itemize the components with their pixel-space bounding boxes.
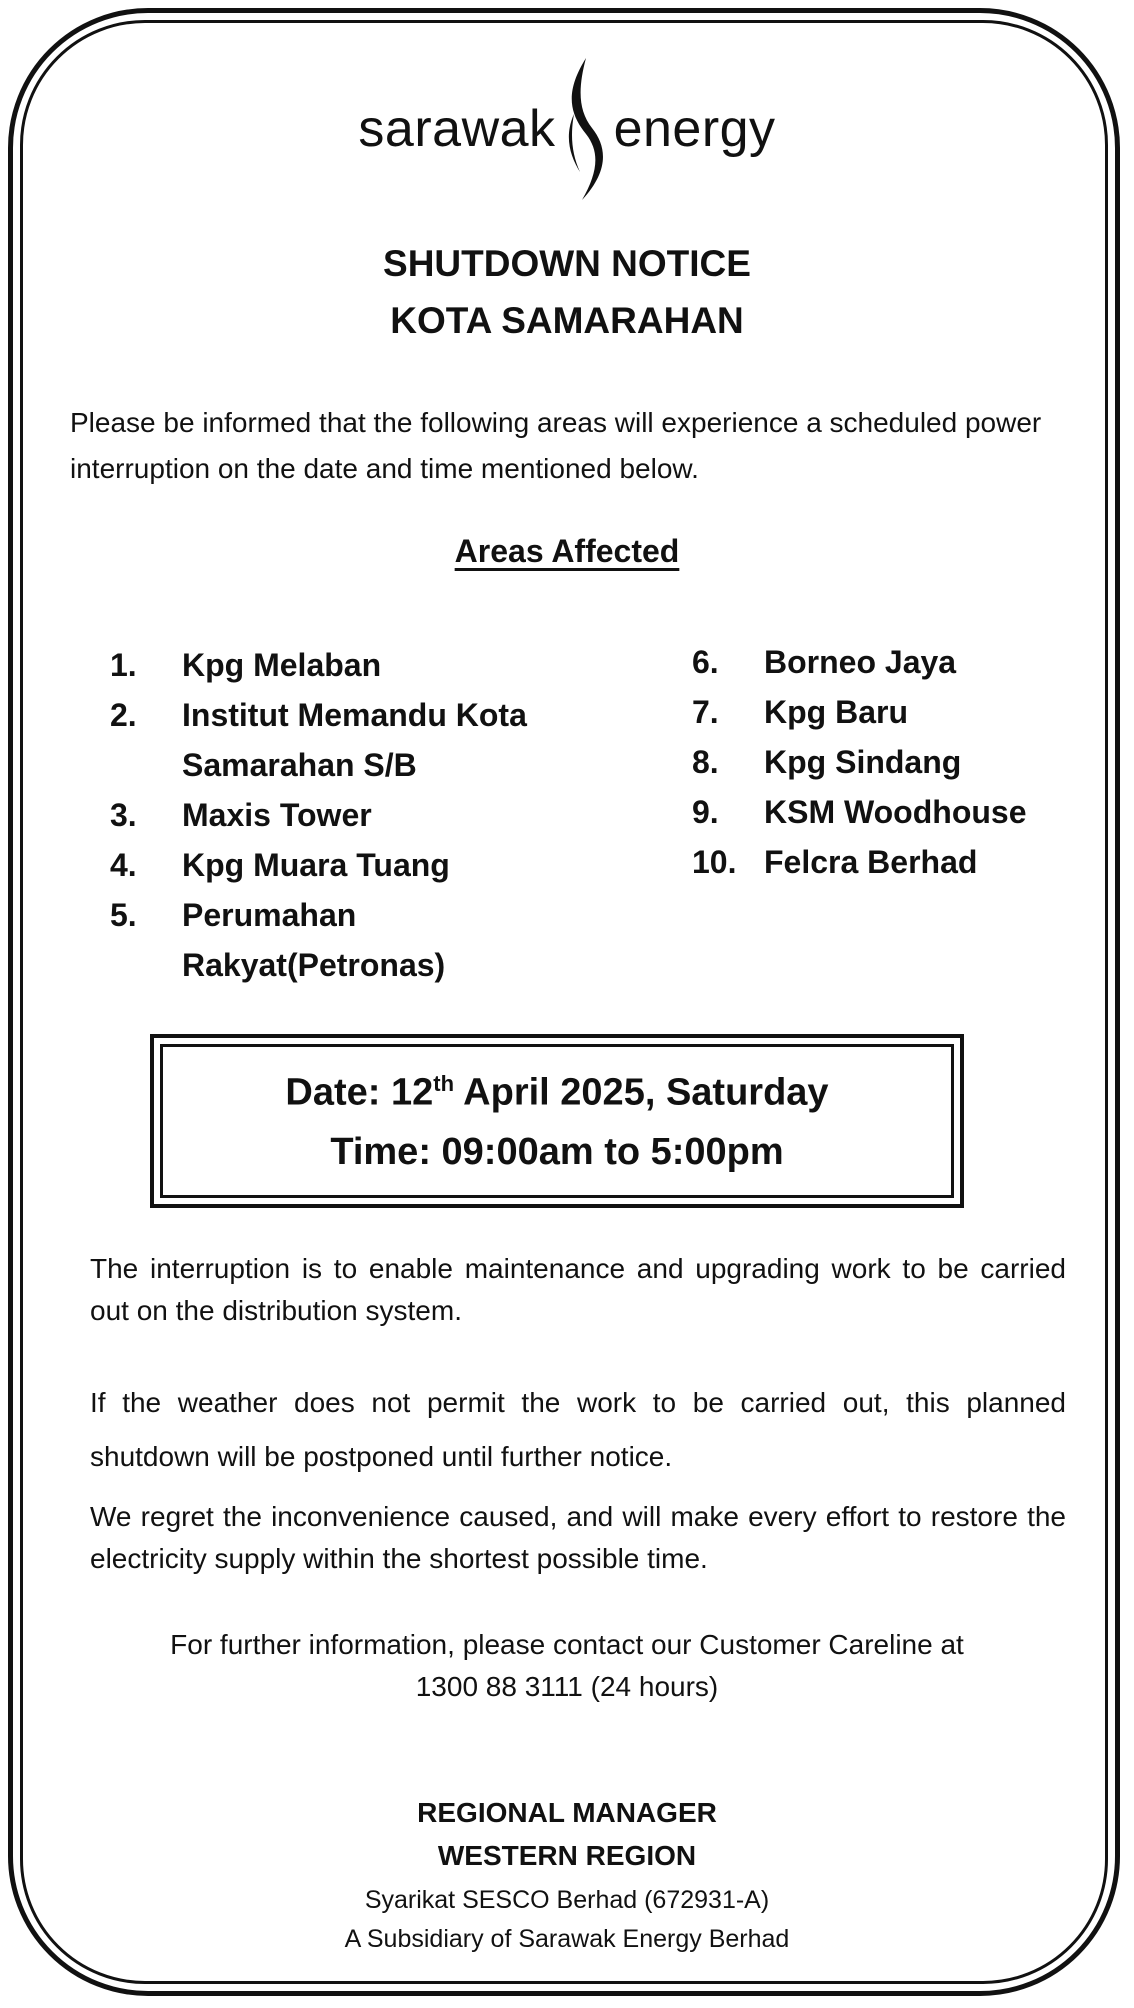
list-item: 8. Kpg Sindang [692,744,962,780]
schedule-box [150,1034,964,1208]
flame-icon [560,54,610,204]
schedule-time: Time: 09:00am to 5:00pm [330,1131,784,1173]
contact-line: For further information, please contact our Customer Careline at [170,1629,964,1660]
list-item: 9. KSM Woodhouse [692,794,1027,830]
notice-title: SHUTDOWN NOTICE [383,243,751,284]
list-item: 6. Borneo Jaya [692,644,957,680]
list-item: 10. Felcra Berhad [692,844,978,880]
reason-paragraph: The interruption is to enable maintenance and upgrading work to be carried out on the distribution system. [90,1253,1066,1326]
areas-heading: Areas Affected [454,533,680,569]
areas-heading-wrap [0,533,1134,570]
list-item: 5. Perumahan Rakyat(Petronas) [110,897,446,983]
sarawak-energy-logo [0,54,1134,204]
intro-paragraph: Please be informed that the following areas will experience a scheduled power interruption on the date and time mentioned below. [70,407,1042,484]
regret-paragraph: We regret the inconvenience caused, and will make every effort to restore the electricity supply within the shortest possible time. [90,1501,1066,1574]
areas-list-right [692,637,1124,887]
careline-number: 1300 88 3111 (24 hours) [415,1671,719,1702]
weather-paragraph: If the weather does not permit the work to be carried out, this planned shutdown will be postponed until further notice. [90,1387,1066,1472]
schedule-date: Date: 12th April 2025, Saturday [285,1071,829,1114]
location-title: KOTA SAMARAHAN [390,300,744,341]
signature-title: REGIONAL MANAGER [417,1797,717,1828]
list-item: 1. Kpg Melaban [110,647,382,683]
list-item: 4. Kpg Muara Tuang [110,847,450,883]
company-name: Syarikat SESCO Berhad (672931-A) [364,1886,770,1914]
signature-region: WESTERN REGION [437,1840,697,1871]
logo-text-left: sarawak [358,100,556,158]
list-item: 2. Institut Memandu Kota Samarahan S/B [110,697,527,783]
subsidiary-line: A Subsidiary of Sarawak Energy Berhad [344,1925,790,1953]
list-item: 3. Maxis Tower [110,797,372,833]
logo-text-right: energy [613,100,776,158]
list-item: 7. Kpg Baru [692,694,908,730]
areas-list-left [110,640,542,990]
